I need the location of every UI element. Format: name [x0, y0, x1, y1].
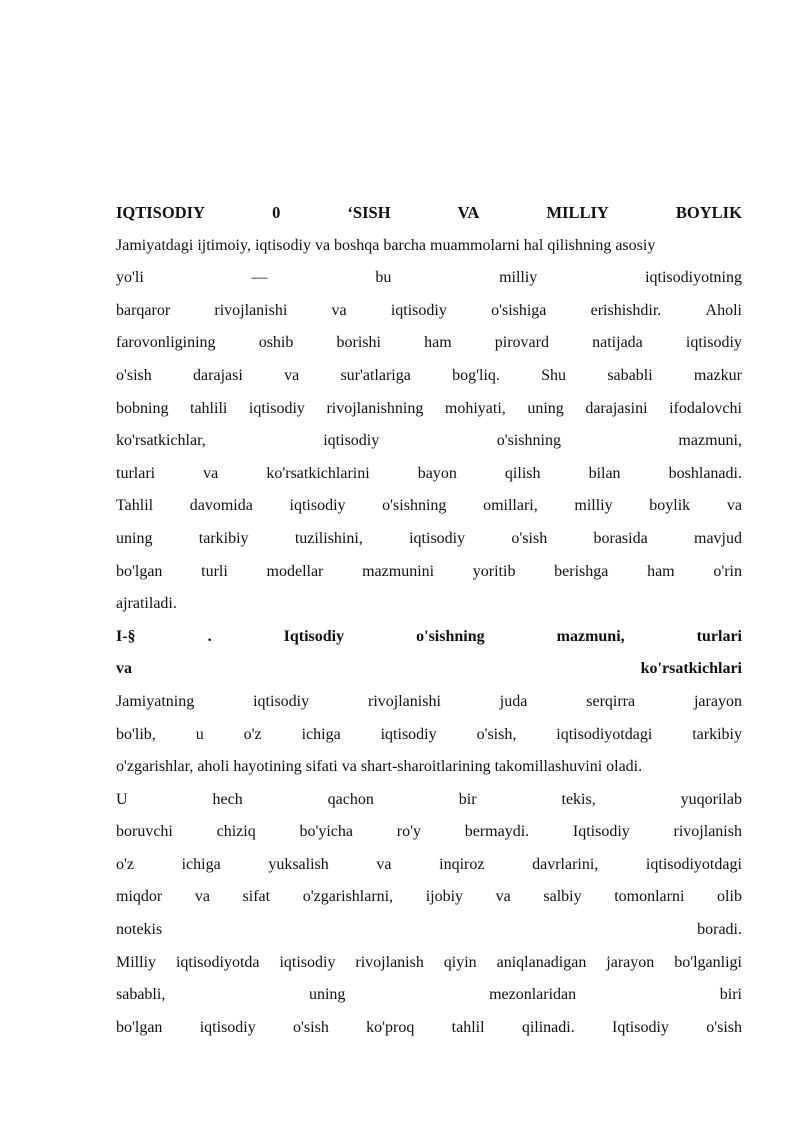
word: tekis,	[561, 790, 596, 808]
word: o'sishning	[382, 497, 447, 515]
word: berishga	[554, 562, 609, 580]
word: qachon	[327, 790, 374, 808]
document-body	[116, 197, 742, 1044]
word: va	[376, 855, 392, 873]
word: Jamiyatning	[116, 692, 195, 710]
text-line	[116, 458, 742, 491]
word: ko'rsatkichlari	[640, 660, 742, 678]
word: rivojlanishi	[214, 301, 288, 319]
word: modellar	[266, 562, 324, 580]
word: turlari	[696, 627, 742, 645]
word: mazmuni,	[556, 627, 625, 645]
word: boradi.	[697, 921, 742, 939]
word: Tahlil	[116, 497, 154, 515]
word: iqtisodiy	[409, 529, 466, 547]
word: iqtisodiy	[685, 334, 742, 352]
text-line	[116, 556, 742, 589]
word: .	[207, 627, 212, 645]
text-line	[116, 849, 742, 882]
word: oshib	[258, 334, 294, 352]
word: bo'lganligi	[674, 953, 742, 971]
word: mazmunini	[362, 562, 435, 580]
word: o'rin	[713, 562, 742, 580]
word: iqtisodiy	[248, 399, 305, 417]
word: mohiyati,	[444, 399, 506, 417]
text-line	[116, 295, 742, 328]
word: bir	[458, 790, 477, 808]
word: bilan	[588, 464, 621, 482]
word: barqaror	[116, 301, 171, 319]
word: mavjud	[694, 529, 742, 547]
word: I-§	[116, 627, 136, 645]
word: tarkibiy	[198, 529, 249, 547]
word: U	[116, 790, 128, 808]
word: tuzilishini,	[294, 529, 363, 547]
word: o'z	[243, 725, 262, 743]
word: qilish	[504, 464, 541, 482]
word: salbiy	[543, 888, 582, 906]
word: boshlanadi.	[668, 464, 742, 482]
word: tahlili	[190, 399, 228, 417]
word: natijada	[592, 334, 643, 352]
word: o'sish	[116, 366, 152, 384]
text-line	[116, 979, 742, 1012]
word: va	[194, 888, 210, 906]
word: omillari,	[483, 497, 538, 515]
word: sababli	[607, 366, 653, 384]
word: iqtisodiyotning	[645, 269, 742, 287]
word: Shu	[541, 366, 567, 384]
word: ko'rsatkichlar,	[116, 432, 206, 450]
word: mazkur	[693, 366, 742, 384]
word: ajratiladi.	[116, 595, 177, 613]
word: va	[284, 366, 300, 384]
text-line	[116, 914, 742, 947]
word: juda	[499, 692, 528, 710]
word: bermaydi.	[464, 823, 530, 841]
word: —	[251, 269, 268, 287]
word: aniqlanadigan	[496, 953, 587, 971]
word: tarkibiy	[692, 725, 742, 743]
word: iqtisodiy	[323, 432, 380, 450]
word: borasida	[593, 529, 648, 547]
word: jarayon	[693, 692, 742, 710]
word: tomonlarni	[614, 888, 685, 906]
word: yo'li	[116, 269, 144, 287]
word: Iqtisodiy	[283, 627, 345, 645]
word: Iqtisodiy	[572, 823, 630, 841]
word: yuksalish	[268, 855, 329, 873]
text-line	[116, 881, 742, 914]
text-line	[116, 588, 742, 621]
text-line	[116, 425, 742, 458]
text-line	[116, 262, 742, 295]
word: o'sishning	[416, 627, 485, 645]
word: bo'lib,	[116, 725, 156, 743]
word: iqtisodiy	[253, 692, 310, 710]
text-line	[116, 719, 742, 752]
word: iqtisodiy	[380, 725, 437, 743]
word: ko'rsatkichlarini	[266, 464, 370, 482]
word: uning	[527, 399, 564, 417]
word: boruvchi	[116, 823, 173, 841]
text-line	[116, 360, 742, 393]
word: rivojlanish	[355, 953, 424, 971]
word: miqdor	[116, 888, 163, 906]
word: serqirra	[586, 692, 636, 710]
word: o'sish	[293, 1018, 329, 1036]
word: IQTISODIY	[116, 203, 205, 222]
word: iqtisodiy	[279, 953, 336, 971]
text-line	[116, 816, 742, 849]
word: va	[495, 888, 511, 906]
word: farovonligining	[116, 334, 216, 352]
word: o'sishning	[496, 432, 561, 450]
word: qiyin	[443, 953, 477, 971]
text-line	[116, 1012, 742, 1045]
document-title	[116, 197, 742, 230]
text-line	[116, 490, 742, 523]
word: olib	[717, 888, 742, 906]
word: o'sish	[511, 529, 548, 547]
word: ifodalovchi	[669, 399, 742, 417]
word: ichiga	[181, 855, 221, 873]
word: turlari	[116, 464, 156, 482]
text-line	[116, 947, 742, 980]
text-line: Jamiyatdagi ijtimoiy, iqtisodiy va boshqa barcha muammolarni hal qilishning asosiy	[116, 236, 656, 254]
word: MILLIY	[546, 203, 609, 222]
word: bayon	[417, 464, 457, 482]
word: bobning	[116, 399, 169, 417]
word: ro'y	[396, 823, 421, 841]
word: va	[116, 660, 132, 678]
word: uning	[308, 986, 346, 1004]
section-heading-line	[116, 653, 742, 686]
word: ham	[647, 562, 675, 580]
word: tahlil	[451, 1018, 485, 1036]
word: darajasi	[193, 366, 243, 384]
word: uning	[116, 529, 153, 547]
word: inqiroz	[439, 855, 485, 873]
text-line	[116, 327, 742, 360]
word: va	[203, 464, 219, 482]
word: sifat	[242, 888, 271, 906]
word: bo'lgan	[116, 562, 163, 580]
word: ko'proq	[366, 1018, 415, 1036]
word: qilinadi.	[521, 1018, 575, 1036]
word: davrlarini,	[532, 855, 599, 873]
word: o'sish	[706, 1018, 742, 1036]
word: erishishdir.	[590, 301, 662, 319]
word: o'sish,	[476, 725, 517, 743]
word: rivojlanishi	[368, 692, 441, 710]
word: 0	[272, 203, 281, 222]
word: pirovard	[494, 334, 549, 352]
word: sababli,	[116, 986, 166, 1004]
text-line	[116, 393, 742, 426]
word: Milliy	[116, 953, 157, 971]
word: notekis	[116, 921, 163, 939]
word: sur'atlariga	[340, 366, 411, 384]
word: borishi	[336, 334, 381, 352]
word: iqtisodiyotdagi	[556, 725, 653, 743]
word: jarayon	[606, 953, 655, 971]
word: boylik	[649, 497, 691, 515]
word: bo'lgan	[116, 1018, 163, 1036]
word: biri	[719, 986, 742, 1004]
word: u	[195, 725, 204, 743]
word: iqtisodiyotdagi	[645, 855, 742, 873]
text-line	[116, 523, 742, 556]
word: mazmuni,	[678, 432, 742, 450]
word: iqtisodiy	[199, 1018, 256, 1036]
word: milliy	[499, 269, 538, 287]
word: Aholi	[705, 301, 742, 319]
word: Iqtisodiy	[612, 1018, 669, 1036]
word: iqtisodiyotda	[175, 953, 260, 971]
word: ‘SISH	[347, 203, 391, 222]
word: hech	[212, 790, 243, 808]
word: yoritib	[472, 562, 516, 580]
word: va	[331, 301, 347, 319]
word: ichiga	[301, 725, 341, 743]
text-line	[116, 784, 742, 817]
word: iqtisodiy	[390, 301, 447, 319]
word: va	[726, 497, 742, 515]
word: BOYLIK	[675, 203, 742, 222]
word: o'zgarishlarni,	[302, 888, 394, 906]
word: mezonlaridan	[489, 986, 577, 1004]
word: o'sishiga	[491, 301, 547, 319]
word: bu	[375, 269, 392, 287]
word: rivojlanish	[673, 823, 742, 841]
word: darajasini	[585, 399, 648, 417]
word: milliy	[574, 497, 613, 515]
word: bog'liq.	[452, 366, 500, 384]
section-heading-line	[116, 621, 742, 654]
word: bo'yicha	[299, 823, 353, 841]
word: davomida	[189, 497, 253, 515]
word: turli	[201, 562, 228, 580]
word: VA	[457, 203, 480, 222]
word: iqtisodiy	[289, 497, 346, 515]
word: ham	[424, 334, 452, 352]
text-line: o'zgarishlar, aholi hayotining sifati va shart-sharoitlarining takomillashuvini oladi.	[116, 758, 643, 776]
word: chiziq	[216, 823, 256, 841]
word: yuqorilab	[680, 790, 742, 808]
text-line	[116, 686, 742, 719]
word: o'z	[116, 855, 134, 873]
word: rivojlanishning	[326, 399, 424, 417]
word: ijobiy	[425, 888, 464, 906]
